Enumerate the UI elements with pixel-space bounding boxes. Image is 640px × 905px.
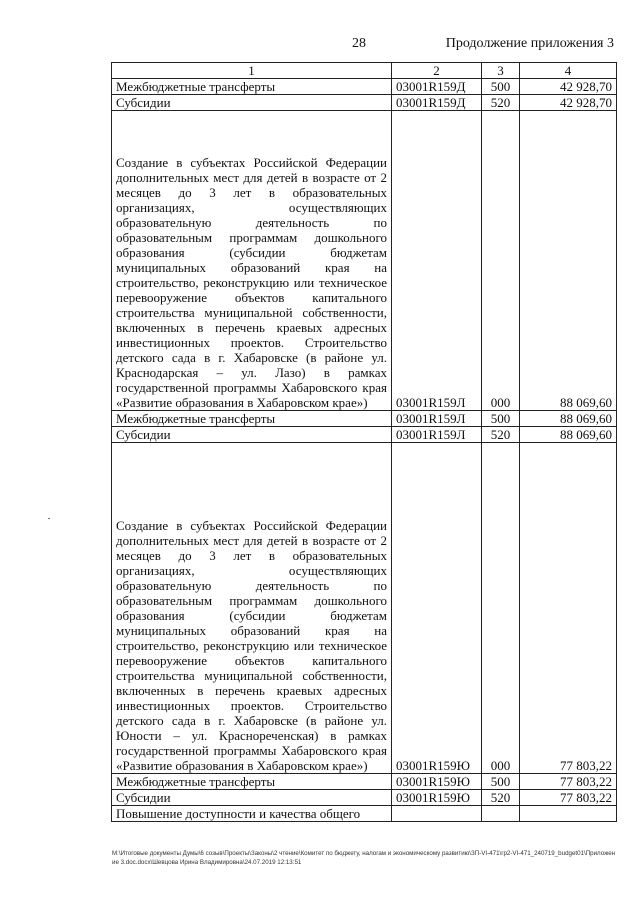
table-row	[112, 111, 617, 411]
table-row	[112, 443, 617, 774]
document-path-footer: M:\Итоговые документы Думы\6 созыв\Проекты\Законы\2 чтение\Комитет по бюджету, налогам и экономическому развитию\ЗП-VI-471\гр2-VI-471_240719_budget01\Приложение 3.doc.docx\Шевцова Ирина Владимировна\24.07.2019 12:13:51	[112, 850, 616, 866]
row-code: 03001R159Ю	[392, 443, 482, 774]
table-row	[112, 806, 617, 822]
row-code: 03001R159Ю	[392, 790, 482, 806]
row-name: Межбюджетные трансферты	[112, 411, 392, 427]
row-type: 500	[482, 774, 520, 790]
table-row	[112, 427, 617, 443]
row-amount: 42 928,70	[520, 79, 617, 95]
row-type: 500	[482, 411, 520, 427]
row-amount: 42 928,70	[520, 95, 617, 111]
row-code: 03001R159Ю	[392, 774, 482, 790]
row-type: 000	[482, 111, 520, 411]
column-header-4: 4	[520, 63, 617, 79]
column-header-1: 1	[112, 63, 392, 79]
row-type: 500	[482, 79, 520, 95]
row-name: Создание в субъектах Российской Федерации дополнительных мест для детей в возрасте от 2 месяцев до 3 лет в образовательных организациях, осуществляющих образовательную деятельность по образовательным программам дошкольного образования (субсидии бюджетам муниципальных образований края на строительство, реконструкцию или техническое перевооружение объектов капитального строительства муниципальной собственности, включенных в перечень краевых адресных инвестиционных проектов. Строительство детского сада в г. Хабаровске (в районе ул. Краснодарская – ул. Лазо) в рамках государственной программы Хабаровского края «Развитие образования в Хабаровском крае»)	[112, 111, 392, 411]
row-code: 03001R159Д	[392, 79, 482, 95]
row-type	[482, 806, 520, 822]
row-code	[392, 806, 482, 822]
page-number: 28	[352, 36, 366, 51]
table-row	[112, 774, 617, 790]
table-row	[112, 95, 617, 111]
row-amount: 88 069,60	[520, 427, 617, 443]
row-amount: 77 803,22	[520, 790, 617, 806]
column-header-2: 2	[392, 63, 482, 79]
row-amount: 88 069,60	[520, 111, 617, 411]
row-amount: 77 803,22	[520, 774, 617, 790]
table-header-row	[112, 63, 617, 79]
row-amount: 88 069,60	[520, 411, 617, 427]
margin-mark	[48, 518, 50, 519]
row-name: Межбюджетные трансферты	[112, 79, 392, 95]
continuation-title: Продолжение приложения 3	[445, 36, 614, 51]
row-amount	[520, 806, 617, 822]
row-code: 03001R159Л	[392, 411, 482, 427]
row-name: Создание в субъектах Российской Федерации дополнительных мест для детей в возрасте от 2 месяцев до 3 лет в образовательных организациях, осуществляющих образовательную деятельность по образовательным программам дошкольного образования (субсидии бюджетам муниципальных образований края на строительство, реконструкцию или техническое перевооружение объектов капитального строительства муниципальной собственности, включенных в перечень краевых адресных инвестиционных проектов. Строительство детского сада в г. Хабаровске (в районе ул. Юности – ул. Краснореченская) в рамках государственной программы Хабаровского края «Развитие образования в Хабаровском крае»)	[112, 443, 392, 774]
row-name: Субсидии	[112, 95, 392, 111]
column-header-3: 3	[482, 63, 520, 79]
table-row	[112, 411, 617, 427]
row-code: 03001R159Л	[392, 111, 482, 411]
row-name: Повышение доступности и качества общего	[112, 806, 392, 822]
table-row	[112, 79, 617, 95]
row-name: Субсидии	[112, 427, 392, 443]
row-type: 520	[482, 427, 520, 443]
row-type: 520	[482, 790, 520, 806]
row-code: 03001R159Д	[392, 95, 482, 111]
row-name: Межбюджетные трансферты	[112, 774, 392, 790]
budget-table	[111, 62, 617, 822]
table-row	[112, 790, 617, 806]
row-code: 03001R159Л	[392, 427, 482, 443]
row-type: 520	[482, 95, 520, 111]
row-amount: 77 803,22	[520, 443, 617, 774]
row-name: Субсидии	[112, 790, 392, 806]
row-type: 000	[482, 443, 520, 774]
